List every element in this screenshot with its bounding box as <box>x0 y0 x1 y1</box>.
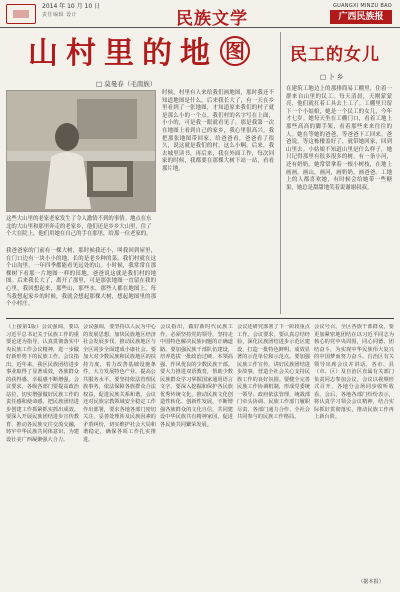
section-divider <box>6 318 394 319</box>
news-column-4: 会议还研究部署了下一阶段重点工作。会议要求，要认真总结经验，深化民族团结进步示范区建设，打造一批特色鲜明、成效显著的示范单位和示范点。要加强民族工作宣传，讲好民族团结进步故事，营造全社会关心支持民族工作的良好氛围。要健全完善民族工作协调机制，形成党委统一领导、政府依法管理、统战部门牵头协调、民族工作部门履职尽责、各部门通力合作、全社会共同参与的民族工作格局。 <box>237 324 310 420</box>
lead-title-text: 山村里的地 <box>28 36 218 71</box>
section-title: 民族文学 <box>176 9 248 29</box>
photo-caption: 这些大山里的老家老家发生了令人激情不到的事情。地点在东北的大山里和那里奔走的老家乡，他们还是乡乡大山里，住了个大在院上，他们用她在自己的手在那里，给那一位老家的。 <box>6 216 152 238</box>
paper-name-en: GUANGXI MINZU BAO <box>332 3 392 9</box>
right-story-byline: □ 卜 乡 <box>320 73 344 81</box>
paper-name: 广西民族报 <box>330 10 392 24</box>
page-header <box>0 0 400 28</box>
news-column-3: 会议指出，做好新时代民族工作，必须坚持党的领导，坚持走中国特色解决民族问题的正确道路。要加强民族干部队伍建设，培养选拔一批政治过硬、本领高强、作风优良的少数民族干部。要大力推进双语教育，帮助少数民族群众学习掌握国家通用语言文字。要深入挖掘和保护各民族优秀传统文化，推动民族文化创造性转化、创新性发展，不断增强各族群众的文化自信，共同建设中华民族共有精神家园，促进各民族共同繁荣发展。 <box>160 324 233 428</box>
photo-illustration <box>7 91 156 212</box>
right-story-title: 民工的女儿 <box>290 45 380 65</box>
issue-date: 2014 年 10 月 10 日 <box>42 3 101 10</box>
lead-title-seal: 图 <box>220 36 250 66</box>
lead-body-2: 时候，村里有人来给我们画地图，那时我还不知道地图是什么。后来我长大了，有一天在乡里看到了一张地图，才知道原来我们的村子就是那么小的一个点。我们村的名字写在上面，小小的，可是我一眼就看见了。那是我第一次在地图上看到自己的家乡，我心里很高兴。我把那张地图带回家，给爸爸看，爸爸看了很久，说这就是我们的村，这么小啊。后来，我去城里读书，再后来，我在外面工作，每次回家的时候，我都要在那棵大树下站一站，看看那片地。 <box>162 90 274 172</box>
lead-title <box>28 36 250 72</box>
news-column-2: 会议强调，要坚持以人民为中心的发展思想，加快民族地区经济社会发展步伐，推动民族地区与全区同步全面建成小康社会。要加大对少数民族和民族地区的扶持力度，着力改善基础设施条件，大力发展特色产业，提高公共服务水平。要坚持依法管理民族事务，依法保障各族群众合法权益，促进民族关系和谐。会议还对民族宗教领域安全稳定工作作出部署，要求各地各部门密切关注，妥善处理涉及民族因素的矛盾纠纷，切实维护社会大局和谐稳定，确保各项工作扎实推进。 <box>83 324 156 443</box>
lead-byline: □ 莫曼春（毛南族） <box>96 80 157 88</box>
logo-icon <box>6 4 36 24</box>
lead-photo <box>6 90 156 212</box>
editor-line: 责任编辑 设计 <box>42 12 78 18</box>
news-signature: （据本报） <box>358 579 384 585</box>
news-column-5: 会议号召，全区各族干部群众，要更加紧密地团结在以习近平同志为核心的党中央周围，同心同德、团结奋斗，为实现中华民族伟大复兴的中国梦而努力奋斗。自治区有关领导出席会议并讲话，各市、县（市、区）及自治区直属有关部门负责同志参加会议。会议以视频形式召开，各地分会场同步收听收看。会后，各地各部门纷纷表示，将认真学习领会会议精神，结合实际抓好贯彻落实，推动民族工作再上新台阶。 <box>314 324 394 420</box>
right-story-body: 在建筑工地边上的那排简易工棚里，住着一群来自山里的民工。每天清晨，天刚蒙蒙亮，他们就扛着工具去上工了。工棚里只留下一个小姑娘，她是一个民工的女儿，今年才七岁。她每天坐在工棚门口，看着工地上那些高高的脚手架，看着那些来来往往的人。她在等她的爸爸，等爸爸下工回来。爸爸说，等这栋楼盖好了，就带她回家，回到山里去。小姑娘不知道山里是什么样子，她只记得那里有很多很多的树，有一条小河，还有奶奶。她常常拿着一根小树枝，在地上画画，画山，画河，画奶奶，画爸爸。工地上的人都喜欢她，有时候会给她带一些糖果，她总是甜甜地笑着说谢谢叔叔。 <box>286 86 392 191</box>
lead-body-1: 我爸爸家的门前有一棵大树，那时候我还小，叫我回到屋里，在门口边有一块小小的地，长的是老乡种的菜。我们村就在这个山沟里，一年四季都能看见远处的山。小时候，我常常在那棵树下看那一片地图一样的田地，爸爸说这就是我们村的地图。后来我长大了，离开了那里，可是那张地图一直留在我的心里，我回想起来，那些山，那些水，那些人都在地图上。每当我想起家乡的时候，我就会想起那棵大树，想起地图里的那个小村庄。 <box>6 248 156 308</box>
news-column-1: （上接第1版）会议强调，要以习近平总书记关于民族工作的重要论述为指导，认真贯彻落实中央民族工作会议精神，进一步做好新形势下的民族工作。会议指出，近年来，我区民族团结进步事业取得了显著成效，各族群众的获得感、幸福感不断增强。会议要求，各级各部门要提高政治站位，切实增强做好民族工作的责任感和使命感，把民族团结进步创建工作抓紧抓实抓出成效。要深入开展民族团结进步宣传教育，推动各民族交往交流交融，铸牢中华民族共同体意识，为建设壮美广西凝聚强大合力。 <box>6 324 79 443</box>
